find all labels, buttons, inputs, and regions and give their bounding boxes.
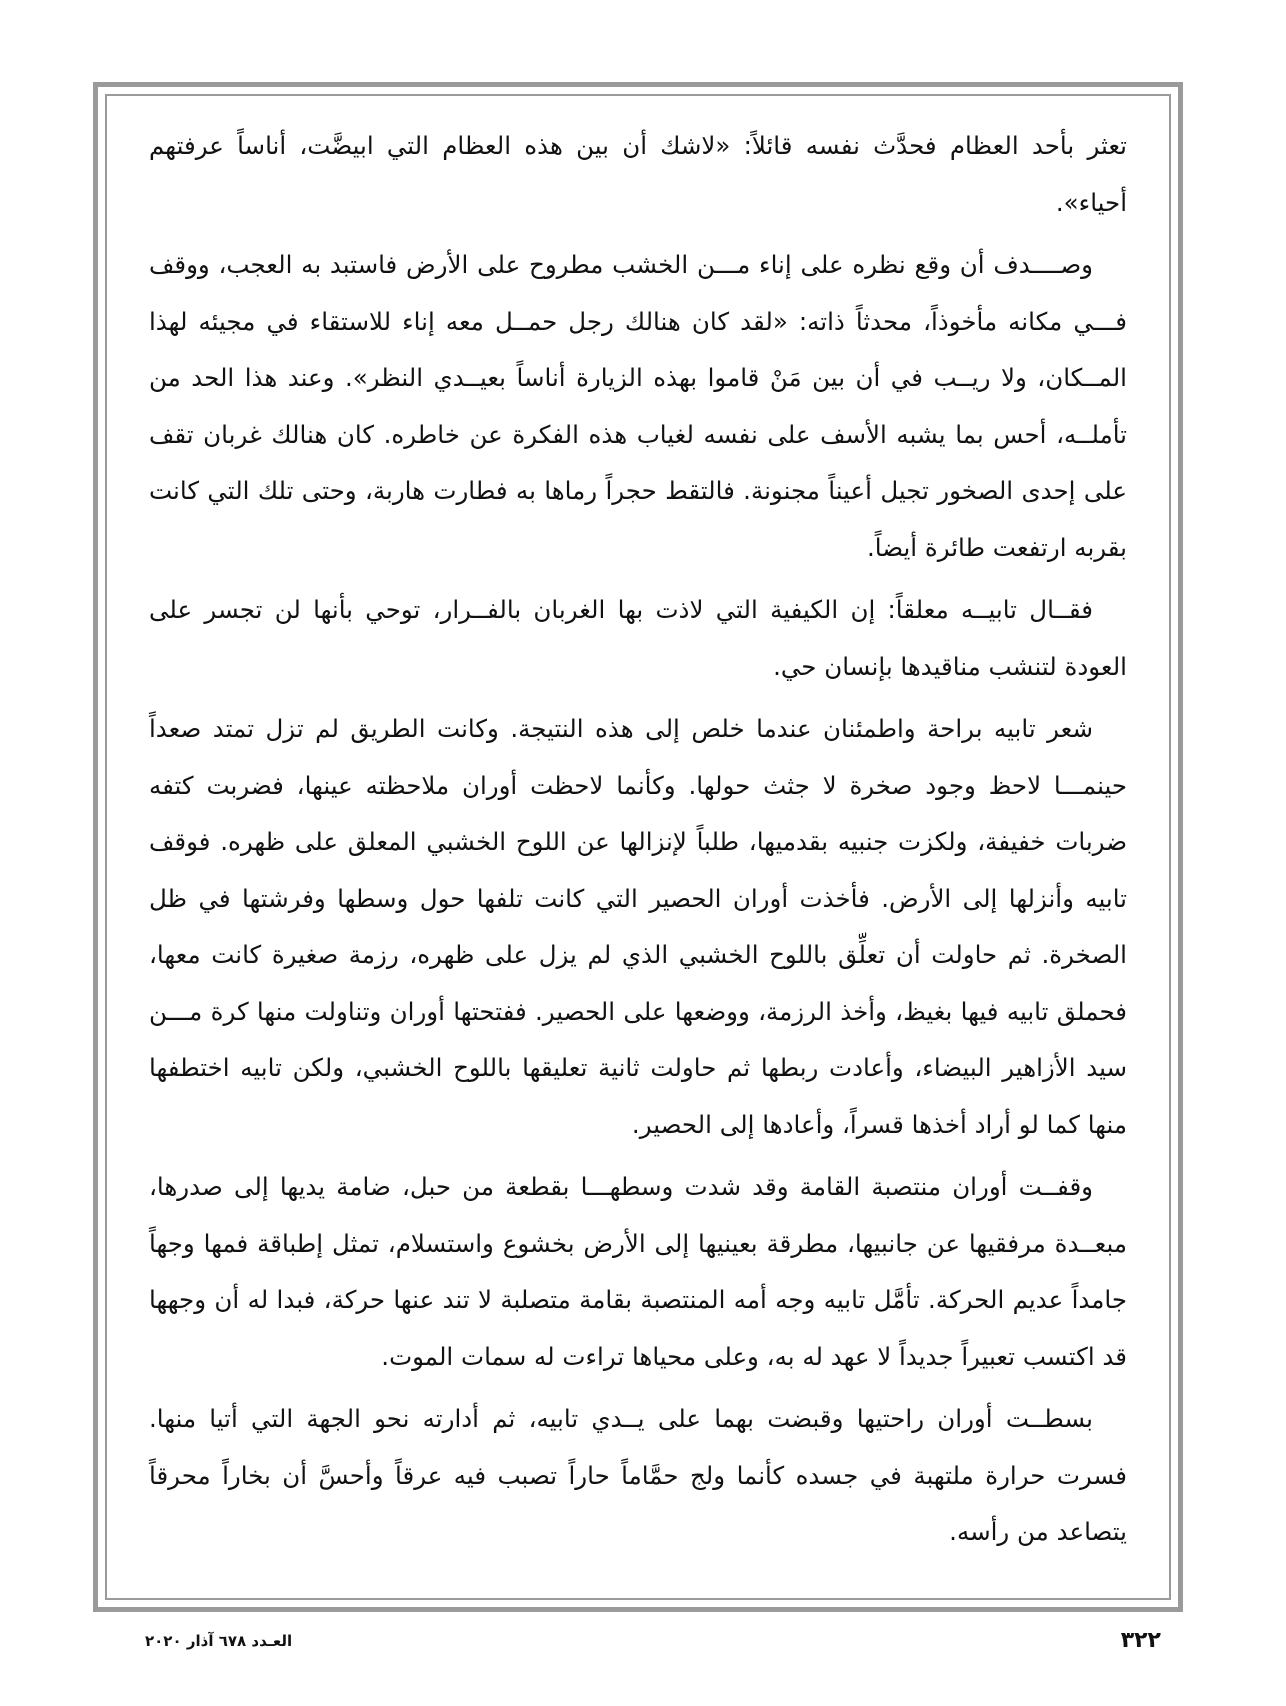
paragraph-1: تعثر بأحد العظام فحدَّث نفسه قائلاً: «لاشك أن بين هذه العظام التي ابيضَّت، أناساً عرفتهم أحياء». [149, 131, 1127, 217]
page-border-inner [105, 94, 1171, 1600]
page-footer [0, 1628, 1286, 1658]
page-number: ٣٢٢ [1120, 1628, 1161, 1653]
paragraph-4: شعر تابيه براحة واطمئنان عندما خلص إلى هذه النتيجة. وكانت الطريق لم تزل تمتد صعداً حينمـــا لاحظ وجود صخرة لا جثث حولها. وكأنما لاحظت أوران ملاحظته عينها، فضربت كتفه ضربات خفيفة، ولكزت جنبيه بقدميها، طلباً لإنزالها عن اللوح الخشبي المعلق على ظهره. فوقف تابيه وأنزلها إلى الأرض. فأخذت أوران الحصير التي كانت تلفها حول وسطها وفرشتها في ظل الصخرة. ثم حاولت أن تعلِّق باللوح الخشبي الذي لم يزل على ظهره، رزمة صغيرة كانت معها، فحملق تابيه فيها بغيظ، وأخذ الرزمة، ووضعها على الحصير. ففتحتها أوران وتناولت منها كرة مـــن سيد الأزاهير البيضاء، وأعادت ربطها ثم حاولت ثانية تعليقها باللوح الخشبي، ولكن تابيه اختطفها منها كما لو أراد أخذها قسراً، وأعادها إلى الحصير. [149, 714, 1127, 1139]
paragraph-3: فقــال تابيــه معلقاً: إن الكيفية التي لاذت بها الغربان بالفــرار، توحي بأنها لن تجسر على العودة لتنشب مناقيدها بإنسان حي. [149, 595, 1127, 681]
paragraph-5: وقفــت أوران منتصبة القامة وقد شدت وسطهـــا بقطعة من حبل، ضامة يديها إلى صدرها، مبعــدة مرفقيها عن جانبيها، مطرقة بعينيها إلى الأرض بخشوع واستسلام، تمثل إطباقة فمها وجهاً جامداً عديم الحركة. تأمَّل تابيه وجه أمه المنتصبة بقامة متصلبة لا تند عنها حركة، فبدا له أن وجهها قد اكتسب تعبيراً جديداً لا عهد له به، وعلى محياها تراءت له سمات الموت. [149, 1172, 1127, 1371]
page-border-outer [93, 82, 1183, 1612]
issue-info: العـدد ٦٧٨ آذار ٢٠٢٠ [145, 1632, 293, 1650]
paragraph-2: وصــــدف أن وقع نظره على إناء مـــن الخشب مطروح على الأرض فاستبد به العجب، ووقف فـــي مكانه مأخوذاً، محدثاً ذاته: «لقد كان هنالك رجل حمــل معه إناء للاستقاء في مجيئه لهذا المــكان، ولا ريــب في أن بين مَنْ قاموا بهذه الزيارة أناساً بعيــدي النظر». وعند هذا الحد من تأملــه، أحس بما يشبه الأسف على نفسه لغياب هذه الفكرة عن خاطره. كان هنالك غربان تقف على إحدى الصخور تجيل أعيناً مجنونة. فالتقط حجراً رماها به فطارت هاربة، وحتى تلك التي كانت بقربه ارتفعت طائرة أيضاً. [149, 250, 1127, 562]
article-body [149, 118, 1127, 1567]
paragraph-6: بسطــت أوران راحتيها وقبضت بهما على يــدي تابيه، ثم أدارته نحو الجهة التي أتيا منها. فسرت حرارة ملتهبة في جسده كأنما ولج حمَّاماً حاراً تصبب فيه عرقاً وأحسَّ أن بخاراً محرقاً يتصاعد من رأسه. [149, 1404, 1127, 1546]
